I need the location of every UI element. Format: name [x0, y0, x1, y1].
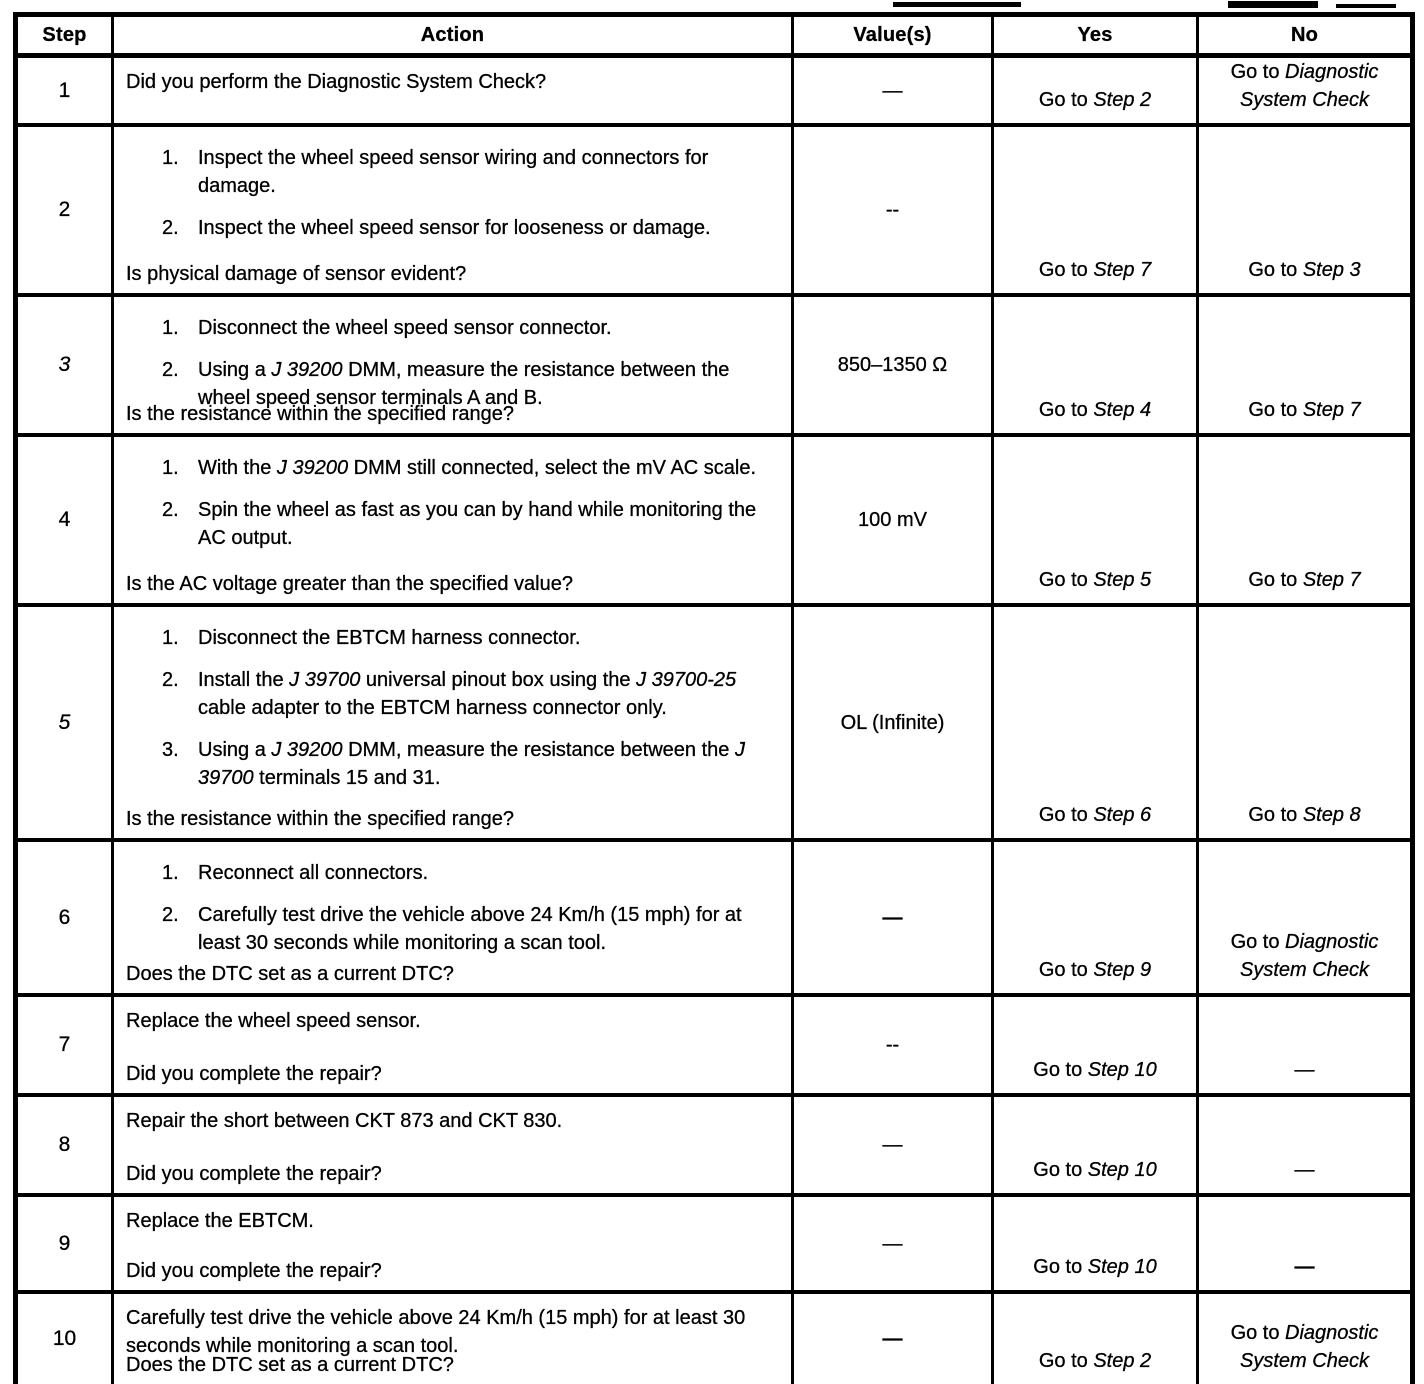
- table-row: [16, 125, 1413, 295]
- action-content: [114, 127, 791, 242]
- action-item: [162, 144, 781, 200]
- action-item: [162, 496, 781, 552]
- column-header-action: Action: [113, 15, 793, 56]
- action-cell: [113, 840, 793, 995]
- value-cell: 100 mV: [793, 435, 993, 605]
- yes-cell: Go to Step 10: [993, 1095, 1198, 1195]
- yes-cell: Go to Step 9: [993, 840, 1198, 995]
- yes-cell: Go to Step 10: [993, 1195, 1198, 1292]
- value-cell: —: [793, 1095, 993, 1195]
- action-list: [126, 454, 781, 552]
- action-statement: Repair the short between CKT 873 and CKT 830.: [126, 1110, 563, 1132]
- action-question: Did you complete the repair?: [126, 1063, 382, 1085]
- yes-cell: Go to Step 7: [993, 125, 1198, 295]
- no-cell: Go to Diagnostic System Check: [1198, 56, 1413, 126]
- action-content: [114, 437, 791, 552]
- no-cell: Go to Diagnostic System Check: [1198, 1292, 1413, 1384]
- table-row: [16, 295, 1413, 435]
- action-item-text: Disconnect the wheel speed sensor connector.: [198, 317, 612, 339]
- action-item: [162, 859, 781, 887]
- yes-cell: Go to Step 4: [993, 295, 1198, 435]
- action-list: [126, 314, 781, 412]
- step-cell: 1: [16, 56, 113, 126]
- value-cell: —: [793, 1195, 993, 1292]
- action-cell: [113, 995, 793, 1095]
- yes-cell: Go to Step 2: [993, 56, 1198, 126]
- no-cell: —: [1198, 1195, 1413, 1292]
- action-question: Is the resistance within the specified range?: [126, 808, 514, 830]
- action-question: Is physical damage of sensor evident?: [126, 263, 467, 285]
- action-item: [162, 666, 781, 722]
- action-content: [114, 1197, 791, 1235]
- action-content: [114, 842, 791, 957]
- action-statement: Did you perform the Diagnostic System Check?: [126, 71, 547, 93]
- table-header: [16, 15, 1413, 56]
- yes-cell: Go to Step 5: [993, 435, 1198, 605]
- action-statement: Replace the EBTCM.: [126, 1210, 314, 1232]
- step-cell: 5: [16, 605, 113, 840]
- step-cell: 2: [16, 125, 113, 295]
- action-content: [114, 1097, 791, 1135]
- action-cell: [113, 605, 793, 840]
- table-row: [16, 1292, 1413, 1384]
- value-cell: 850–1350 Ω: [793, 295, 993, 435]
- header-row: [16, 15, 1413, 56]
- action-cell: [113, 295, 793, 435]
- action-cell: [113, 1292, 793, 1384]
- action-item-text: Inspect the wheel speed sensor wiring and connectors for damage.: [198, 147, 709, 197]
- action-item: [162, 454, 781, 482]
- action-question: Is the AC voltage greater than the specified value?: [126, 573, 573, 595]
- yes-cell: Go to Step 2: [993, 1292, 1198, 1384]
- action-list: [126, 859, 781, 957]
- table-row: [16, 435, 1413, 605]
- column-header-yes: Yes: [993, 15, 1198, 56]
- value-cell: —: [793, 1292, 993, 1384]
- value-cell: —: [793, 840, 993, 995]
- action-cell: [113, 56, 793, 126]
- action-question: Did you complete the repair?: [126, 1163, 382, 1185]
- scan-artifact: [1228, 1, 1318, 8]
- action-item-number: 2.: [162, 669, 179, 691]
- action-content: [114, 297, 791, 412]
- action-item-text: Reconnect all connectors.: [198, 862, 429, 884]
- action-item-number: 2.: [162, 904, 179, 926]
- value-cell: OL (Infinite): [793, 605, 993, 840]
- diagnostic-steps-table: [13, 12, 1415, 1384]
- table-row: [16, 56, 1413, 126]
- action-question: Does the DTC set as a current DTC?: [126, 1353, 454, 1376]
- table-row: [16, 1095, 1413, 1195]
- step-cell: 6: [16, 840, 113, 995]
- yes-cell: Go to Step 6: [993, 605, 1198, 840]
- no-cell: Go to Step 7: [1198, 295, 1413, 435]
- action-item-number: 1.: [162, 457, 179, 479]
- action-cell: [113, 125, 793, 295]
- step-cell: 9: [16, 1195, 113, 1292]
- step-cell: 4: [16, 435, 113, 605]
- no-cell: Go to Step 3: [1198, 125, 1413, 295]
- action-item-text: Disconnect the EBTCM harness connector.: [198, 627, 581, 649]
- action-item: [162, 736, 781, 792]
- scan-artifact: [893, 2, 1021, 7]
- action-item: [162, 214, 781, 242]
- column-header-no: No: [1198, 15, 1413, 56]
- no-cell: Go to Step 7: [1198, 435, 1413, 605]
- action-item-number: 2.: [162, 217, 179, 239]
- action-item-text: Using a J 39200 DMM, measure the resistance between the J 39700 terminals 15 and 31.: [198, 739, 745, 789]
- step-cell: 7: [16, 995, 113, 1095]
- action-question: Is the resistance within the specified range?: [126, 403, 514, 425]
- action-item-number: 1.: [162, 627, 179, 649]
- table-row: [16, 995, 1413, 1095]
- scan-artifact: [1336, 4, 1396, 8]
- action-list: [126, 624, 781, 792]
- action-item-text: Using a J 39200 DMM, measure the resistance between the wheel speed sensor terminals A and B.: [198, 359, 730, 409]
- action-content: [114, 607, 791, 792]
- action-item-text: Spin the wheel as fast as you can by hand while monitoring the AC output.: [198, 499, 757, 549]
- step-cell: 8: [16, 1095, 113, 1195]
- action-cell: [113, 1195, 793, 1292]
- steps-body: [16, 56, 1413, 1384]
- action-item-text: Install the J 39700 universal pinout box using the J 39700-25 cable adapter to the EBTCM harness connector only.: [198, 669, 737, 719]
- no-cell: —: [1198, 995, 1413, 1095]
- action-item-number: 1.: [162, 862, 179, 884]
- action-statement: Carefully test drive the vehicle above 24 Km/h (15 mph) for at least 30 seconds while monitoring a scan tool.: [126, 1307, 746, 1357]
- action-item-number: 3.: [162, 739, 179, 761]
- action-item-number: 2.: [162, 499, 179, 521]
- action-item-number: 2.: [162, 359, 179, 381]
- table-row: [16, 840, 1413, 995]
- value-cell: --: [793, 995, 993, 1095]
- no-cell: Go to Diagnostic System Check: [1198, 840, 1413, 995]
- action-item-number: 1.: [162, 147, 179, 169]
- action-content: [114, 58, 791, 96]
- step-cell: 3: [16, 295, 113, 435]
- action-cell: [113, 435, 793, 605]
- no-cell: —: [1198, 1095, 1413, 1195]
- table-row: [16, 605, 1413, 840]
- action-item-text: Inspect the wheel speed sensor for looseness or damage.: [198, 217, 711, 239]
- column-header-values: Value(s): [793, 15, 993, 56]
- action-list: [126, 144, 781, 242]
- action-statement: Replace the wheel speed sensor.: [126, 1010, 421, 1032]
- action-content: [114, 997, 791, 1035]
- yes-cell: Go to Step 10: [993, 995, 1198, 1095]
- table-row: [16, 1195, 1413, 1292]
- action-item-text: Carefully test drive the vehicle above 24 Km/h (15 mph) for at least 30 seconds while monitoring a scan tool.: [198, 904, 742, 954]
- action-item: [162, 624, 781, 652]
- no-cell: Go to Step 8: [1198, 605, 1413, 840]
- action-cell: [113, 1095, 793, 1195]
- step-cell: 10: [16, 1292, 113, 1384]
- action-item-text: With the J 39200 DMM still connected, select the mV AC scale.: [198, 457, 757, 479]
- column-header-step: Step: [16, 15, 113, 56]
- value-cell: --: [793, 125, 993, 295]
- action-question: Does the DTC set as a current DTC?: [126, 963, 454, 985]
- action-item-number: 1.: [162, 317, 179, 339]
- action-item: [162, 314, 781, 342]
- action-question: Did you complete the repair?: [126, 1260, 382, 1282]
- action-item: [162, 901, 781, 957]
- value-cell: —: [793, 56, 993, 126]
